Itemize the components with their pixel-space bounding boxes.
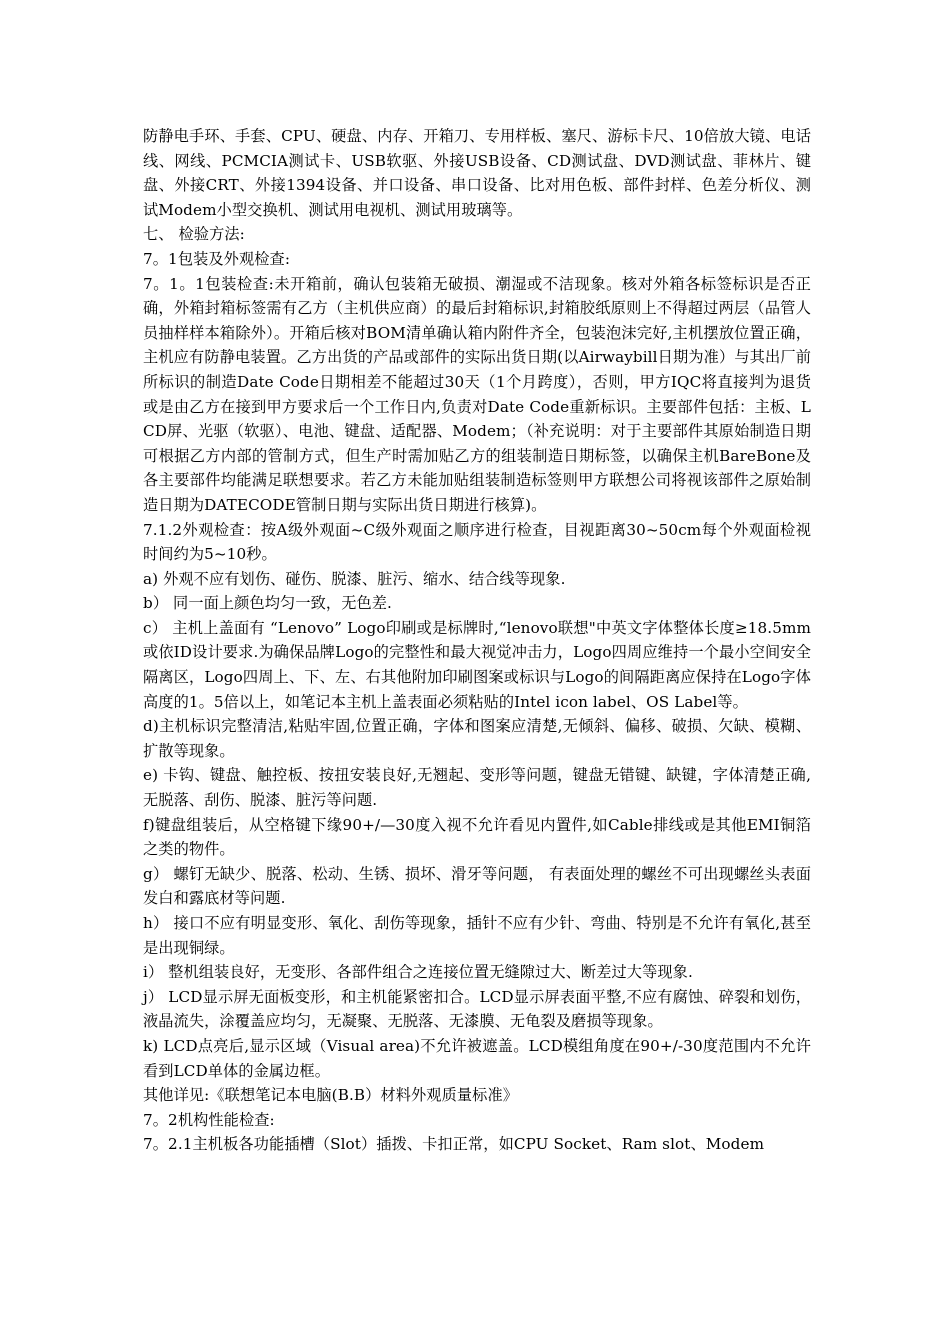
list-item-e: e) 卡钩、键盘、触控板、按扭安装良好,无翘起、变形等问题，键盘无错键、缺键，字体清楚正确,无脱落、刮伤、脱漆、脏污等问题. [143, 766, 811, 810]
list-item-k: k) LCD点亮后,显示区域（Visual area)不允许被遮盖。LCD模组角度在90+/-30度范围内不允许看到LCD单体的金属边框。 [143, 1036, 811, 1080]
paragraph-mainboard-slots: 7。2.1主机板各功能插槽（Slot）插拨、卡扣正常，如CPU Socket、Ram slot、Modem [143, 1135, 765, 1154]
list-item-d: d)主机标识完整清洁,粘贴牢固,位置正确，字体和图案应清楚,无倾斜、偏移、破损、欠缺、模糊、扩散等现象。 [143, 717, 811, 760]
paragraph-packaging-inspection: 7。1。1包装检查:未开箱前，确认包装箱无破损、潮湿或不洁现象。核对外箱各标签标识是否正确，外箱封箱标签需有乙方（主机供应商）的最后封箱标识,封箱胶纸原则上不得超过两层（品管人员抽样样本箱除外）。开箱后核对BOM清单确认箱内附件齐全，包装泡沫完好,主机摆放位置正确，主机应有防静电装置。乙方出货的产品或部件的实际出货日期(以Airwaybill日期为准）与其出厂前所标识的制造Date Code日期相差不能超过30天（1个月跨度），否则，甲方IQC将直接判为退货或是由乙方在接到甲方要求后一个工作日内,负责对Date Code重新标识。主要部件包括：主板、LCD屏、光驱（软驱）、电池、键盘、适配器、Modem；（补充说明：对于主要部件其原始制造日期可根据乙方内部的管制方式，但生产时需加贴乙方的组装制造日期标签，以确保主机BareBone及各主要部件均能满足联想要求。若乙方未能加贴组装制造标签则甲方联想公司将视该部件之原始制造日期为DATECODE管制日期与实际出货日期进行核算)。 [143, 274, 811, 514]
subsection-heading-mechanical: 7。2机构性能检查: [143, 1110, 275, 1129]
list-item-g: g） 螺钉无缺少、脱落、松动、生锈、损坏、滑牙等问题， 有表面处理的螺丝不可出现螺丝头表面发白和露底材等问题. [143, 864, 811, 908]
list-item-a: a) 外观不应有划伤、碰伤、脱漆、脏污、缩水、结合线等现象. [143, 569, 566, 588]
list-item-f: f)键盘组装后，从空格键下缘90+/—30度入视不允许看见内置件,如Cable排线或是其他EMI铜箔之类的物件。 [143, 815, 811, 859]
paragraph-other-reference: 其他详见:《联想笔记本电脑(B.B）材料外观质量标准》 [143, 1086, 519, 1105]
list-item-c: c） 主机上盖面有 “Lenovo” Logo印刷或是标牌时,“lenovo联想"中英文字体整体长度≥18.5mm或依ID设计要求.为确保品牌Logo的完整性和最大视觉冲击力，Logo四周应维持一个最小空间安全隔离区，Logo四周上、下、左、右其他附加印刷图案或标识与Logo的间隔距离应保持在Logo字体高度的1。5倍以上，如笔记本主机上盖表面必须粘贴的Intel icon label、OS Label等。 [143, 618, 811, 711]
subsection-heading-packaging-appearance: 7。1包装及外观检查: [143, 249, 291, 268]
section-heading-inspection-methods: 七、 检验方法: [143, 225, 245, 244]
paragraph-tools-list: 防静电手环、手套、CPU、硬盘、内存、开箱刀、专用样板、塞尺、游标卡尺、10倍放大镜、电话线、网线、PCMCIA测试卡、USB软驱、外接USB设备、CD测试盘、DVD测试盘、菲林片、键盘、外接CRT、外接1394设备、并口设备、串口设备、比对用色板、部件封样、色差分析仪、测试Modem小型交换机、测试用电视机、测试用玻璃等。 [143, 127, 811, 219]
paragraph-appearance-inspection: 7.1.2外观检查：按A级外观面~C级外观面之顺序进行检查，目视距离30~50cm每个外观面检视时间约为5~10秒。 [143, 520, 811, 564]
document-page [143, 124, 811, 1157]
list-item-b: b） 同一面上颜色均匀一致，无色差. [143, 594, 392, 613]
list-item-j: j） LCD显示屏无面板变形，和主机能紧密扣合。LCD显示屏表面平整,不应有腐蚀、碎裂和划伤，液晶流失，涂覆盖应均匀，无凝聚、无脱落、无漆膜、无龟裂及磨损等现象。 [143, 987, 811, 1031]
list-item-h: h） 接口不应有明显变形、氧化、刮伤等现象，插针不应有少针、弯曲、特别是不允许有氧化,甚至是出现铜绿。 [143, 914, 811, 957]
list-item-i: i） 整机组装良好，无变形、各部件组合之连接位置无缝隙过大、断差过大等现象. [143, 963, 693, 982]
